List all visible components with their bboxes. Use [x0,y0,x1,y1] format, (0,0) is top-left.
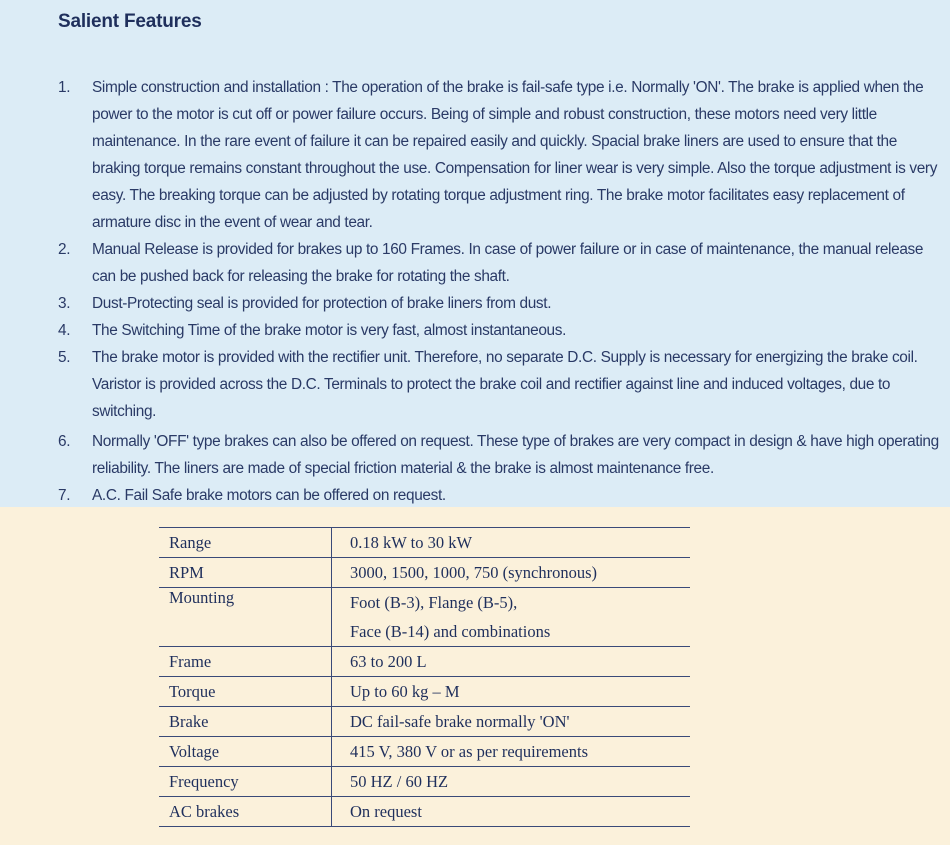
list-item-text: Normally 'OFF' type brakes can also be offered on request. These type of brakes are very compact in design & have high operating reliability. The liners are made of special friction material & the brake is almost maintenance free. [92,433,939,477]
spec-label: Torque [159,677,332,707]
list-item-text: The brake motor is provided with the rectifier unit. Therefore, no separate D.C. Supply is necessary for energizing the brake coil. Varistor is provided across the D.C. Terminals to protect the brake coil and rectifier against line and induced voltages, due to switching. [92,349,918,420]
table-row [159,677,690,707]
spec-value-line: Foot (B-3), Flange (B-5), [350,593,518,612]
list-item [0,74,950,236]
list-item-number: 2. [58,241,71,258]
spec-label: Mounting [159,588,332,647]
spec-value: 63 to 200 L [332,647,691,677]
list-item-text: A.C. Fail Safe brake motors can be offered on request. [92,487,446,504]
spec-value: 415 V, 380 V or as per requirements [332,737,691,767]
table-row [159,737,690,767]
spec-value [332,588,691,647]
list-item [0,290,950,317]
list-item [0,482,950,509]
list-item-text: Simple construction and installation : The operation of the brake is fail-safe type i.e. Normally 'ON'. The brake is applied when the power to the motor is cut off or power failure occurs. Being of simple and robust construction, these motors need very little maintenance. In the rare event of failure it can be repaired easily and quickly. Spacial brake liners are used to ensure that the braking torque remains constant throughout the use. Compensation for liner wear is very simple. Also the torque adjustment is very easy. The breaking torque can be adjusted by rotating torque adjustment ring. The brake motor facilitates easy replacement of armature disc in the event of wear and tear. [92,79,938,231]
spec-label: Frame [159,647,332,677]
spec-label: AC brakes [159,797,332,827]
table-row [159,647,690,677]
spec-value: On request [332,797,691,827]
spec-label: Range [159,528,332,558]
spec-value: 0.18 kW to 30 kW [332,528,691,558]
spec-label: RPM [159,558,332,588]
table-row [159,558,690,588]
table-row [159,528,690,558]
list-item-number: 4. [58,322,71,339]
list-item [0,236,950,290]
list-item-number: 7. [58,487,71,504]
spec-table [159,527,690,827]
table-row [159,707,690,737]
spec-value: 50 HZ / 60 HZ [332,767,691,797]
list-item-number: 1. [58,79,71,96]
list-item-text: The Switching Time of the brake motor is very fast, almost instantaneous. [92,322,567,339]
spec-value: Up to 60 kg – M [332,677,691,707]
table-row [159,588,690,647]
table-row [159,767,690,797]
table-row [159,797,690,827]
spec-label: Frequency [159,767,332,797]
spec-label: Brake [159,707,332,737]
list-item-text: Dust-Protecting seal is provided for protection of brake liners from dust. [92,295,552,312]
spec-value: 3000, 1500, 1000, 750 (synchronous) [332,558,691,588]
spec-label: Voltage [159,737,332,767]
spec-value: DC fail-safe brake normally 'ON' [332,707,691,737]
list-item-number: 6. [58,433,71,450]
page-title: Salient Features [58,11,202,32]
features-list [0,74,950,509]
list-item-number: 5. [58,349,71,366]
list-item [0,344,950,425]
spec-value-line: Face (B-14) and combinations [350,622,551,641]
list-item-text: Manual Release is provided for brakes up to 160 Frames. In case of power failure or in case of maintenance, the manual release can be pushed back for releasing the brake for rotating the shaft. [92,241,924,285]
list-item-number: 3. [58,295,71,312]
list-item [0,317,950,344]
list-item [0,428,950,482]
